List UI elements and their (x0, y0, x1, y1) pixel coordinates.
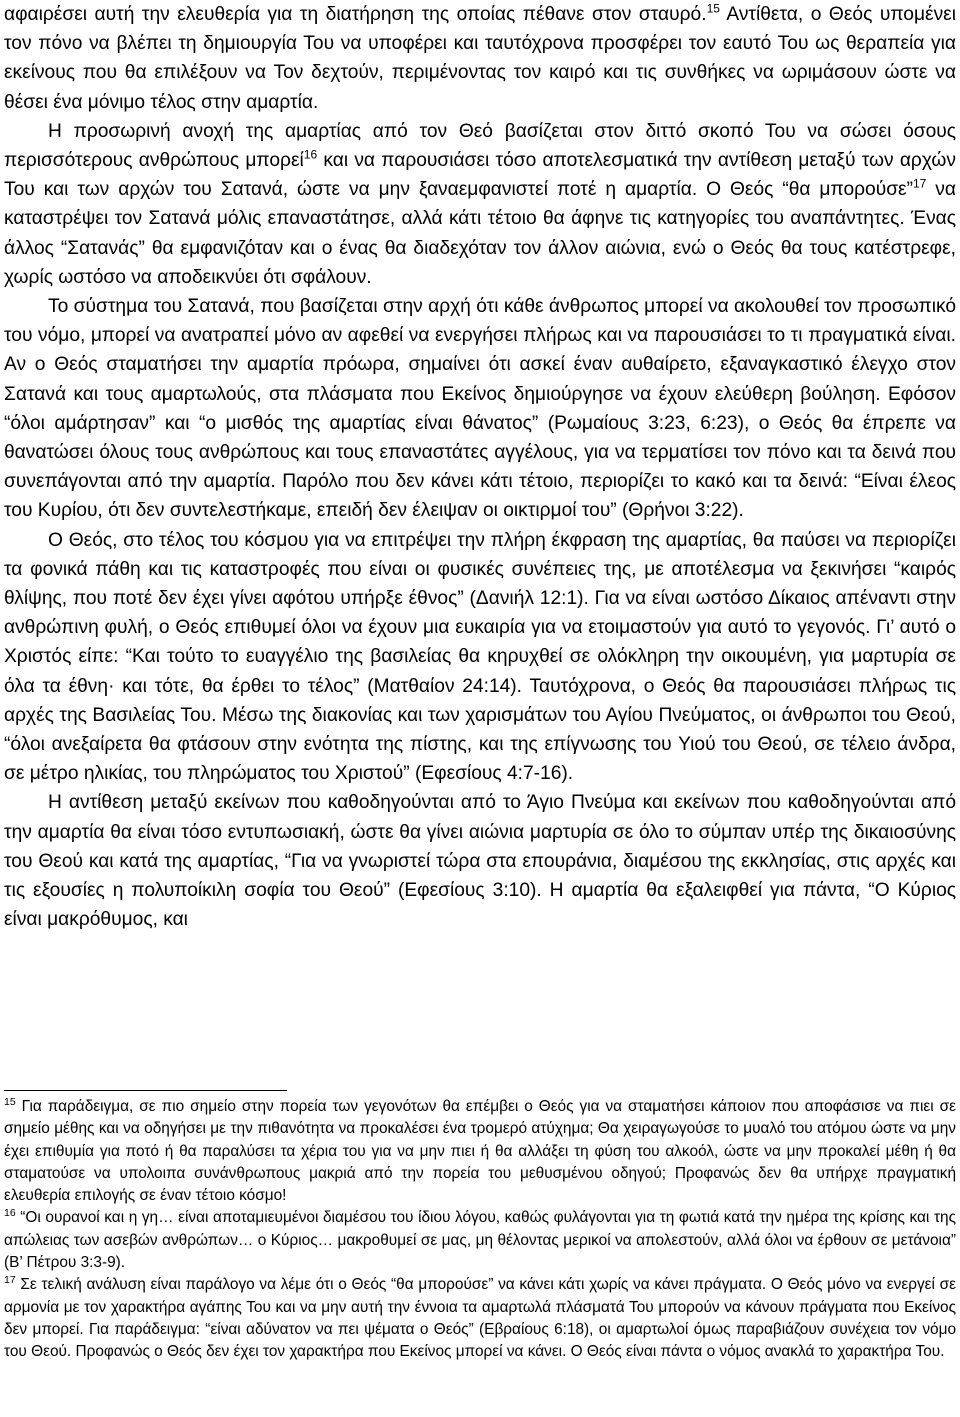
paragraph-2-text-a: Η προσωρινή ανοχή της αμαρτίας από τον Θεό βασίζεται στον διττό σκοπό Του να σώσει όσους περισσότερους ανθρώπους μπορεί (4, 120, 956, 172)
paragraph-2 (4, 117, 956, 292)
footnote-17 (4, 1274, 956, 1363)
footnote-ref-17[interactable]: 17 (912, 176, 927, 191)
paragraph-4: Ο Θεός, στο τέλος του κόσμου για να επιτρέψει την πλήρη έκφραση της αμαρτίας, θα παύσει να περιορίζει τα φονικά πάθη και τις καταστροφές που είναι οι φυσικές συνέπειες της, με αποτέλεσμα να ξεκινήσει “καιρός θλίψης, που ποτέ δεν έχει γίνει αφότου υπήρξε έθνος” (Δανιήλ 12:1). Για να είναι ωστόσο Δίκαιος απέναντι στην ανθρώπινη φυλή, ο Θεός επιθυμεί όλοι να έχουν μια ευκαιρία για να ετοιμαστούν για αυτό το γεγονός. Γι’ αυτό ο Χριστός είπε: “Και τούτο το ευαγγέλιο της βασιλείας θα κηρυχθεί σε ολόκληρη την οικουμένη, για μαρτυρία σε όλα τα έθνη· και τότε, θα έρθει το τέλος” (Ματθαίον 24:14). Ταυτόχρονα, ο Θεός θα παρουσιάσει πλήρως τις αρχές της Βασιλείας Του. Μέσω της διακονίας και των χαρισμάτων του Αγίου Πνεύματος, οι άνθρωποι του Θεού, “όλοι ανεξαίρετα θα φτάσουν στην ενότητα της πίστης, και της επίγνωσης του Υιού του Θεού, σε τέλειο άνδρα, σε μέτρο ηλικίας, του πληρώματος του Χριστού” (Εφεσίους 4:7-16). (4, 529, 956, 785)
footnote-divider (4, 1090, 287, 1091)
document-page (4, 0, 956, 1417)
paragraph-2-text-c: να καταστρέψει τον Σατανά μόλις επαναστάτησε, αλλά κάτι τέτοιο θα άφηνε τις κατηγορίες του αναπάντητες. Ένας άλλος “Σατανάς” θα εμφανιζόταν και ο ένας θα διαδεχόταν τον άλλον αιώνια, ενώ ο Θεός θα τους κατέστρεφε, χωρίς ωστόσο να αποδεικνύει ότι σφάλουν. (4, 179, 956, 288)
paragraph-3: Το σύστημα του Σατανά, που βασίζεται στην αρχή ότι κάθε άνθρωπος μπορεί να ακολουθεί τον προσωπικό του νόμο, μπορεί να ανατραπεί μόνο αν αφεθεί να ενεργήσει πλήρως και να παρουσιάσει το τι πραγματικά είναι. Αν ο Θεός σταματήσει την αμαρτία πρόωρα, σημαίνει ότι ασκεί έναν αυθαίρετο, εξαναγκαστικό έλεγχο στον Σατανά και τους αμαρτωλούς, στα πλάσματα που Εκείνος δημιούργησε να έχουν ελεύθερη βούληση. Εφόσον “όλοι αμάρτησαν” και “ο μισθός της αμαρτίας είναι θάνατος” (Ρωμαίους 3:23, 6:23), ο Θεός θα έπρεπε να θανατώσει όλους τους ανθρώπους και τους επαναστάτες αγγέλους, για να τερματίσει τον πόνο και τα δεινά που συνεπάγονται από την αμαρτία. Παρόλο που δεν κάνει κάτι τέτοιο, περιορίζει το κακό και τα δεινά: “Είναι έλεος του Κυρίου, ότι δεν συντελεστήκαμε, επειδή δεν έλειψαν οι οικτιρμοί του” (Θρήνοι 3:22). (4, 296, 956, 522)
paragraph-1-tail: Αντίθετα, ο Θεός υπομένει τον πόνο να βλέπει τη δημιουργία Του να υποφέρει και ταυτόχρονα προσφέρει τον εαυτό Του ως θεραπεία για εκείνους που θα επιλέξουν να Τον δεχτούν, περιμένοντας τον καιρό και τις συνθήκες να ωριμάσουν ώστε να θέσει ένα μόνιμο τέλος στην αμαρτία. (4, 4, 956, 113)
paragraph-1 (4, 0, 956, 117)
footnote-text: Σε τελική ανάλυση είναι παράλογο να λέμε ότι ο Θεός “θα μπορούσε” να κάνει κάτι χωρίς να κάνει πράγματα. Ο Θεός μόνο να ενεργεί σε αρμονία με τον χαρακτήρα αγάπης Του και να μην αυτή την έννοια τα αμαρτωλά πλάσματά Του μπορούν να κάνουν πράγματα που Εκείνος δεν μπορεί. Για παράδειγμα: “είναι αδύνατον να πει ψέματα ο Θεός” (Εβραίους 6:18), οι αμαρτωλοί όμως παραβιάζουν συνέχεια τον νόμο του Θεού. Προφανώς ο Θεός δεν έχει τον χαρακτήρα που Εκείνος μπορεί να κάνει. Ο Θεός είναι πάντα ο νόμος ανακλά το χαρακτήρα Του. (4, 1276, 956, 1361)
footnote-number: 16 (4, 1207, 16, 1220)
footnote-ref-16[interactable]: 16 (303, 147, 318, 162)
paragraph-1-text: αφαιρέσει αυτή την ελευθερία για τη διατήρηση της οποίας πέθανε στον σταυρό. (4, 4, 707, 25)
paragraph-5: Η αντίθεση μεταξύ εκείνων που καθοδηγούνται από το Άγιο Πνεύμα και εκείνων που καθοδηγούνται από την αμαρτία θα είναι τόσο εντυπωσιακή, ώστε θα γίνει αιώνια μαρτυρία σε όλο το σύμπαν υπέρ της δικαιοσύνης του Θεού και κατά της αμαρτίας, “Για να γνωριστεί τώρα στα επουράνια, διαμέσου της εκκλησίας, στις αρχές και τις εξουσίες η πολυποίκιλη σοφία του Θεού” (Εφεσίους 3:10). Η αμαρτία θα εξαλειφθεί για πάντα, “Ο Κύριος είναι μακρόθυμος, και (4, 792, 956, 931)
footnote-number: 17 (4, 1274, 16, 1287)
footnote-text: Για παράδειγμα, σε πιο σημείο στην πορεία των γεγονότων θα επέμβει ο Θεός για να σταματήσει κάποιον που αποφάσισε να πιει σε σημείο μέθης και να οδηγήσει με την πιθανότητα να προκαλέσει ένα τρομερό ατύχημα; Θα χειραγωγούσε το μυαλό του ατόμου ώστε να μην έχει επιθυμία για ποτό ή θα παραλύσει τα χέρια του για να μην πιει ή θα αλλάξει τη φύση του αλκοόλ, ώστε να μην προκαλεί μέθη ή θα σταματούσε να υπολοιπα συνάνθρωπους μακριά από την πορεία του μεθυσμένου οδηγού; Προφανώς δεν θα υπήρχε πραγματική ελευθερία επιλογής σε έναν τέτοιο κόσμο! (4, 1098, 956, 1205)
footnote-16 (4, 1207, 956, 1274)
footnote-number: 15 (4, 1095, 16, 1108)
footnote-15 (4, 1096, 956, 1207)
footnote-text: “Οι ουρανοί και η γη… είναι αποταμιευμένοι διαμέσου του ίδιου λόγου, καθώς φυλάγονται για τη φωτιά κατά την ημέρα της κρίσης και της απώλειας των ασεβών ανθρώπων… ο Κύριος… μακροθυμεί σε μας, μη θέλοντας μερικοί να απολεστούν, αλλά όλοι να έρθουν σε μετάνοια” (Β’ Πέτρου 3:3-9). (4, 1209, 956, 1272)
footnotes (4, 1096, 956, 1364)
footnote-ref-15[interactable]: 15 (706, 1, 720, 16)
main-text (4, 0, 956, 935)
paragraph-2-text-b: και να παρουσιάσει τόσο αποτελεσματικά την αντίθεση μεταξύ των αρχών Του και των αρχών του Σατανά, ώστε να μην ξαναεμφανιστεί ποτέ η αμαρτία. Ο Θεός “θα μπορούσε” (4, 150, 956, 201)
